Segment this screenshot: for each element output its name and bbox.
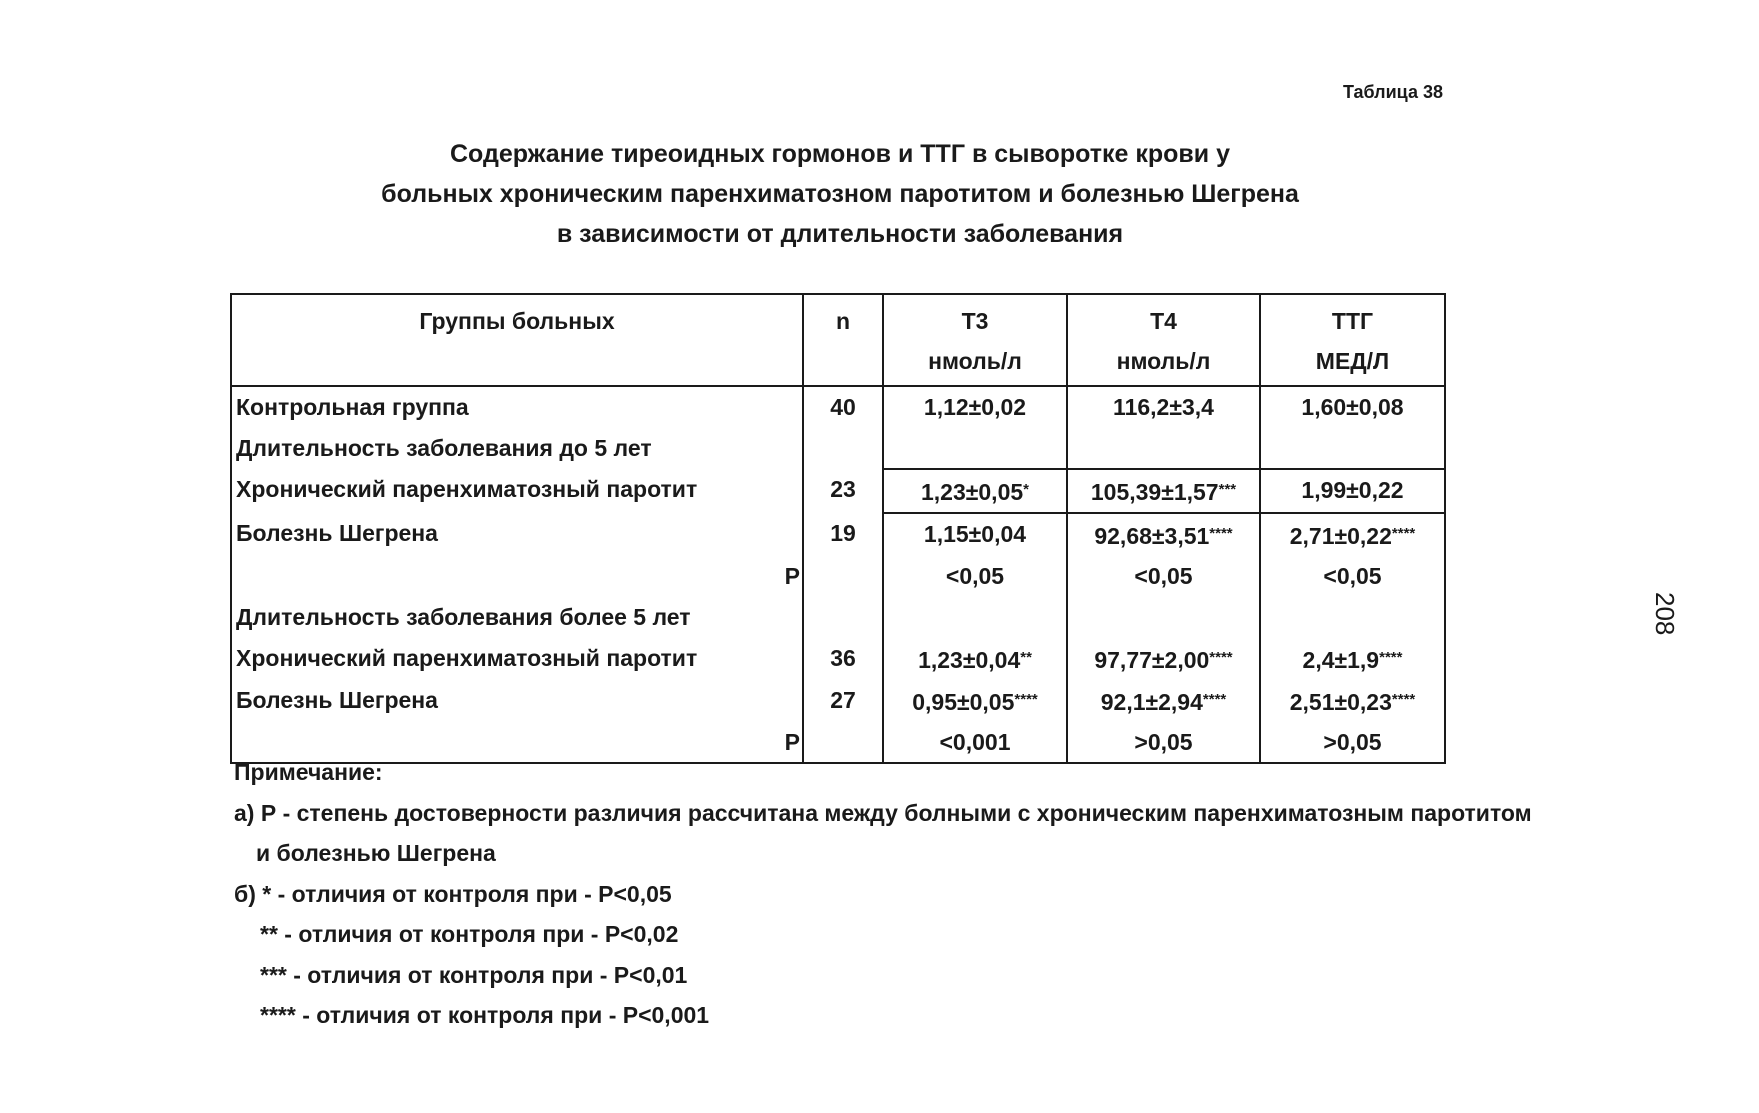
note-b-item: *** - отличия от контроля при - P<0,01 <box>260 961 688 988</box>
row-t4: 92,1±2,94**** <box>1067 680 1260 722</box>
table-row <box>231 469 1445 513</box>
row-group-label: Контрольная группа <box>231 386 803 428</box>
header-ttg-label: ТТГ <box>1331 308 1374 334</box>
header-t3-label: Т3 <box>961 308 989 334</box>
row-section-heading: Длительность заболевания до 5 лет <box>231 428 803 470</box>
table-row <box>231 597 1445 638</box>
row-t3: 1,15±0,04 <box>883 513 1067 556</box>
row-t3: <0,001 <box>883 722 1067 764</box>
row-t4: 92,68±3,51**** <box>1067 513 1260 556</box>
header-group: Группы больных <box>231 294 803 386</box>
significance-marker: **** <box>1391 690 1416 708</box>
row-t4: 116,2±3,4 <box>1067 386 1260 428</box>
row-n: 19 <box>803 513 883 556</box>
table-row <box>231 638 1445 680</box>
header-t3-unit: нмоль/л <box>928 348 1022 374</box>
row-t4: >0,05 <box>1067 722 1260 764</box>
table-notes <box>234 752 1532 1036</box>
row-t3: 0,95±0,05**** <box>883 680 1067 722</box>
row-n: 27 <box>803 680 883 722</box>
row-t3: 1,12±0,02 <box>883 386 1067 428</box>
header-ttg-unit: МЕД/Л <box>1315 348 1390 374</box>
row-t3: 1,23±0,04** <box>883 638 1067 680</box>
row-group-label: Хронический паренхиматозный паротит <box>231 469 803 513</box>
significance-marker: **** <box>1202 690 1227 708</box>
table-number-label: Таблица 38 <box>1342 82 1443 102</box>
row-group-label: Хронический паренхиматозный паротит <box>231 638 803 680</box>
row-ttg: >0,05 <box>1260 722 1445 764</box>
row-t4 <box>1067 597 1260 638</box>
row-t3 <box>883 428 1067 470</box>
note-b-item: **** - отличия от контроля при - P<0,001 <box>260 1002 710 1028</box>
header-ttg <box>1260 294 1445 386</box>
header-t4-unit: нмоль/л <box>1116 348 1211 374</box>
note-a-line-1: а) Р - степень достоверности различия рассчитана между болными с хроническим паренхиматозным паротитом <box>234 799 1532 826</box>
title-line-2: больных хроническим паренхиматозном паротитом и болезнью Шегрена <box>381 180 1299 208</box>
table-row <box>231 680 1445 722</box>
title-line-1: Содержание тиреоидных гормонов и ТТГ в сыворотке крови у <box>450 140 1230 168</box>
row-n: 36 <box>803 638 883 680</box>
row-n <box>803 556 883 597</box>
row-t4 <box>1067 428 1260 470</box>
note-a-line-2: и болезнью Шегрена <box>256 840 496 866</box>
row-ttg: 2,51±0,23**** <box>1260 680 1445 722</box>
note-b-item: б) * - отличия от контроля при - P<0,05 <box>234 880 672 907</box>
significance-marker: ** <box>1020 648 1032 666</box>
significance-marker: **** <box>1391 525 1416 543</box>
row-ttg: 1,99±0,22 <box>1260 469 1445 513</box>
row-t3 <box>883 597 1067 638</box>
header-t4-label: Т4 <box>1150 308 1177 334</box>
row-t4: 105,39±1,57*** <box>1067 469 1260 513</box>
row-ttg <box>1260 428 1445 470</box>
notes-heading: Примечание: <box>234 759 383 785</box>
significance-marker: *** <box>1218 481 1237 499</box>
table-row <box>231 513 1445 556</box>
row-t3: <0,05 <box>883 556 1067 597</box>
significance-marker: **** <box>1209 648 1233 666</box>
row-n <box>803 428 883 470</box>
row-t3: 1,23±0,05* <box>883 469 1067 513</box>
row-ttg: <0,05 <box>1260 556 1445 597</box>
table-row <box>231 556 1445 597</box>
header-t3 <box>883 294 1067 386</box>
row-n <box>803 597 883 638</box>
header-t4 <box>1067 294 1260 386</box>
table-row <box>231 386 1445 428</box>
row-ttg <box>1260 597 1445 638</box>
significance-marker: * <box>1023 481 1029 499</box>
row-ttg: 1,60±0,08 <box>1260 386 1445 428</box>
table-row <box>231 428 1445 470</box>
row-group-label: Болезнь Шегрена <box>231 680 803 722</box>
header-n: n <box>803 294 883 386</box>
row-group-label: Болезнь Шегрена <box>231 513 803 556</box>
hormone-table <box>230 293 1446 764</box>
page-number: 208 <box>1650 592 1680 636</box>
significance-marker: **** <box>1014 690 1038 708</box>
row-p-label: P <box>231 722 803 764</box>
table-header-row <box>231 294 1445 386</box>
row-ttg: 2,4±1,9**** <box>1260 638 1445 680</box>
significance-marker: **** <box>1209 525 1233 543</box>
title-line-3: в зависимости от длительности заболевания <box>556 220 1124 248</box>
row-p-label: P <box>231 556 803 597</box>
row-n: 23 <box>803 469 883 513</box>
significance-marker: **** <box>1379 648 1403 666</box>
row-ttg: 2,71±0,22**** <box>1260 513 1445 556</box>
row-section-heading: Длительность заболевания более 5 лет <box>231 597 803 638</box>
row-n: 40 <box>803 386 883 428</box>
note-b-item: ** - отличия от контроля при - P<0,02 <box>260 921 679 947</box>
row-t4: <0,05 <box>1067 556 1260 597</box>
row-t4: 97,77±2,00**** <box>1067 638 1260 680</box>
